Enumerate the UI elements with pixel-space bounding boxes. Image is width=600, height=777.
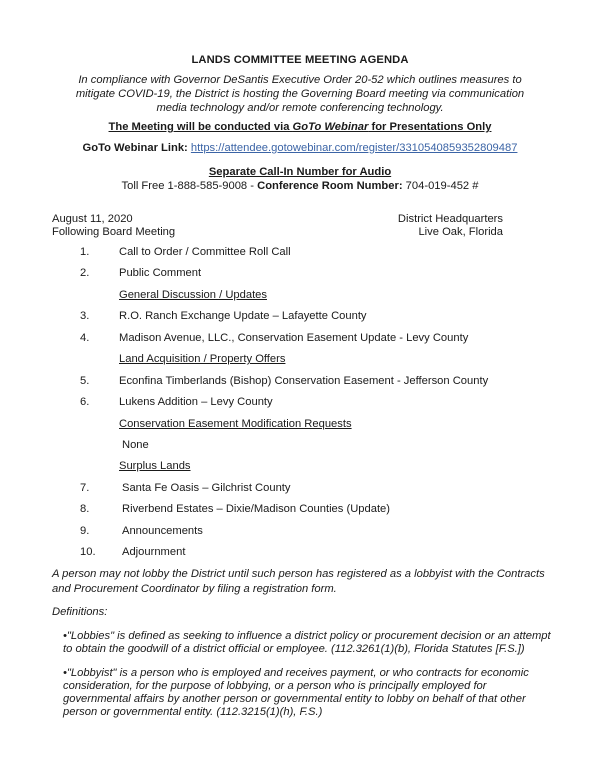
room-label: Conference Room Number:	[257, 180, 403, 192]
agenda-item: Announcements	[122, 525, 203, 537]
agenda-item: Madison Avenue, LLC., Conservation Easement Update - Levy County	[119, 332, 469, 344]
item-number: 4.	[80, 332, 90, 344]
meeting-note-emphasis: GoTo Webinar	[292, 121, 369, 133]
room-number: 704-019-452 #	[402, 180, 479, 192]
item-number: 3.	[80, 310, 90, 322]
none-entry: None	[122, 439, 149, 451]
meeting-date: August 11, 2020	[52, 213, 133, 225]
meeting-date-block	[52, 213, 175, 239]
meeting-location: District Headquarters	[397, 213, 503, 225]
definitions-label: Definitions:	[52, 606, 108, 618]
agenda-item: Santa Fe Oasis – Gilchrist County	[122, 482, 291, 494]
item-number: 1.	[80, 246, 90, 258]
meeting-timing: Following Board Meeting	[52, 226, 176, 238]
item-number: 5.	[80, 375, 90, 387]
webinar-line	[0, 142, 600, 154]
webinar-label: GoTo Webinar Link:	[82, 142, 191, 154]
definition-lobbies: •"Lobbies" is defined as seeking to influence a district policy or procurement decision or an attempt to obtain the goodwill of a district official or employee. (112.3261(1)(b), Florida Statutes [F.S.])	[63, 630, 551, 655]
tollfree-line	[0, 180, 600, 192]
audio-heading: Separate Call-In Number for Audio	[208, 166, 392, 178]
agenda-item: Adjournment	[122, 546, 186, 558]
agenda-item: R.O. Ranch Exchange Update – Lafayette County	[119, 310, 367, 322]
definition-lobbyist: •"Lobbyist" is a person who is employed and receives payment, or who contracts for economic consideration, for the purpose of lobbying, or a person who is principally employed for governmental affairs by another person or governmental entity to lobby on behalf of that other person or governmental entity. (112.3215(1)(h), F.S.)	[63, 667, 529, 718]
agenda-item: Public Comment	[119, 267, 202, 279]
item-number: 6.	[80, 396, 90, 408]
meeting-note	[0, 121, 600, 133]
agenda-title: LANDS COMMITTEE MEETING AGENDA	[191, 54, 409, 66]
section-heading: General Discussion / Updates	[119, 289, 267, 301]
meeting-note-prefix: The Meeting will be conducted via	[108, 121, 293, 133]
tollfree-number: Toll Free 1-888-585-9008 -	[121, 180, 258, 192]
meeting-location-block	[398, 213, 503, 239]
agenda-item: Call to Order / Committee Roll Call	[119, 246, 291, 258]
meeting-note-suffix: for Presentations Only	[368, 121, 492, 133]
webinar-link[interactable]: https://attendee.gotowebinar.com/register/3310540859352809487	[190, 142, 518, 154]
item-number: 9.	[80, 525, 90, 537]
agenda-item: Riverbend Estates – Dixie/Madison Counties (Update)	[122, 503, 391, 515]
compliance-statement: In compliance with Governor DeSantis Executive Order 20-52 which outlines measures to mitigate COVID-19, the District is hosting the Governing Board meeting via communication media technology and/or remote conferencing technology.	[75, 74, 525, 114]
item-number: 8.	[80, 503, 90, 515]
item-number: 7.	[80, 482, 90, 494]
item-number: 10.	[80, 546, 96, 558]
agenda-item: Lukens Addition – Levy County	[119, 396, 273, 408]
meeting-city: Live Oak, Florida	[418, 226, 503, 238]
section-heading: Land Acquisition / Property Offers	[119, 353, 286, 365]
agenda-item: Econfina Timberlands (Bishop) Conservation Easement - Jefferson County	[119, 375, 489, 387]
section-heading: Surplus Lands	[119, 460, 191, 472]
section-heading: Conservation Easement Modification Requests	[119, 418, 352, 430]
lobby-notice: A person may not lobby the District until such person has registered as a lobbyist with the Contracts and Procurement Coordinator by filing a registration form.	[52, 568, 545, 595]
item-number: 2.	[80, 267, 90, 279]
